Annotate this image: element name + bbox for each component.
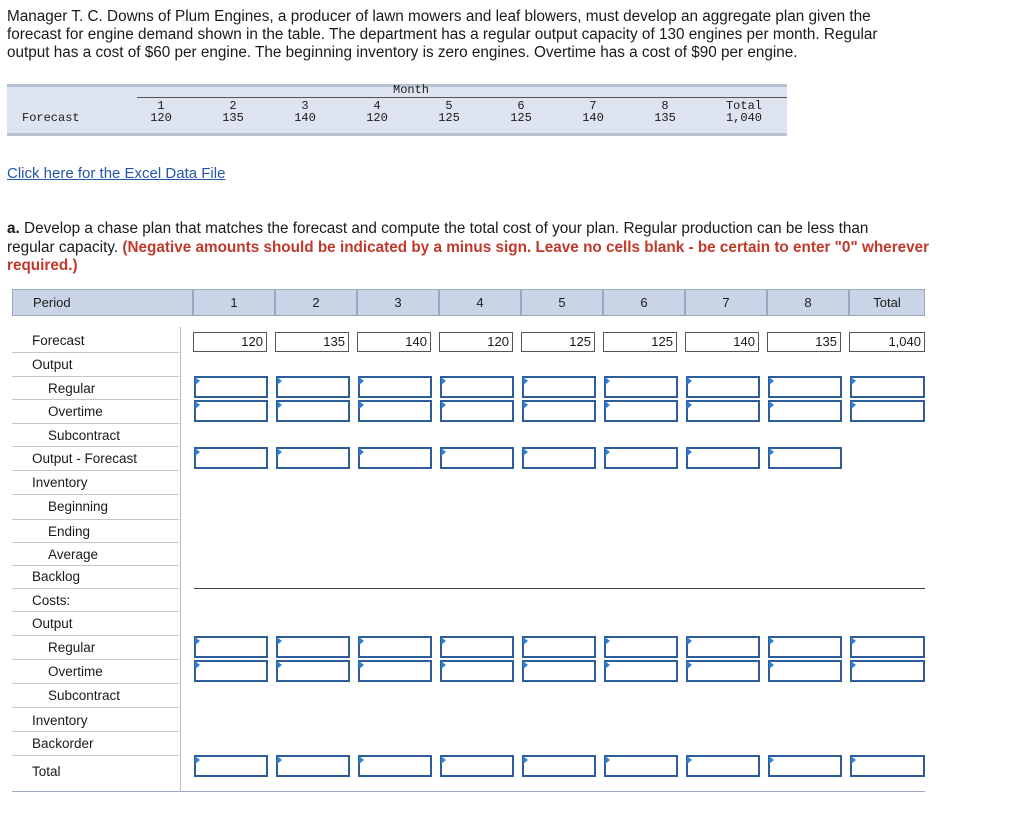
diff-input-p2[interactable]: [276, 447, 350, 469]
row-overtime: Overtime: [48, 404, 103, 419]
total-cost-input-p7[interactable]: [686, 755, 760, 777]
row-ending: Ending: [48, 524, 91, 539]
total-cost-input-p5[interactable]: [522, 755, 596, 777]
row-cost-inventory: Inventory: [32, 713, 88, 728]
question-a: [7, 220, 1007, 276]
cost-regular-input-p5[interactable]: [522, 636, 596, 658]
total-cost-input-p1[interactable]: [194, 755, 268, 777]
row-sep: [12, 376, 179, 377]
month-divider: [137, 97, 787, 98]
forecast-value: 140: [294, 111, 316, 125]
overtime-input-total[interactable]: [850, 400, 925, 422]
forecast-cell: 125: [603, 332, 677, 352]
forecast-value: 120: [366, 111, 388, 125]
question-line-1: Develop a chase plan that matches the forecast and compute the total cost of your plan. Regular production can be less than: [19, 220, 869, 237]
cost-regular-input-p1[interactable]: [194, 636, 268, 658]
grid-frame: [12, 289, 925, 792]
diff-input-p7[interactable]: [686, 447, 760, 469]
instruction-red-cont: required.): [7, 257, 78, 274]
regular-input-p5[interactable]: [522, 376, 596, 398]
row-sep: [12, 494, 179, 495]
total-cost-input-p2[interactable]: [276, 755, 350, 777]
forecast-total: 1,040: [725, 111, 762, 125]
intro-line-1: Manager T. C. Downs of Plum Engines, a producer of lawn mowers and leaf blowers, must develop an aggregate plan given the: [7, 8, 871, 25]
row-backlog: Backlog: [32, 569, 81, 584]
row-sep: [12, 470, 179, 471]
cost-regular-input-p2[interactable]: [276, 636, 350, 658]
row-forecast: Forecast: [32, 333, 85, 348]
label-divider: [180, 327, 181, 792]
month-col: 1: [157, 99, 165, 113]
regular-input-p6[interactable]: [604, 376, 678, 398]
cost-overtime-input-p1[interactable]: [194, 660, 268, 682]
cost-regular-input-p8[interactable]: [768, 636, 842, 658]
cost-overtime-input-p6[interactable]: [604, 660, 678, 682]
regular-input-p3[interactable]: [358, 376, 432, 398]
row-sep: [12, 659, 179, 660]
period-col: 5: [521, 289, 603, 316]
overtime-input-p1[interactable]: [194, 400, 268, 422]
regular-input-p7[interactable]: [686, 376, 760, 398]
month-col: 2: [229, 99, 237, 113]
cost-overtime-input-p3[interactable]: [358, 660, 432, 682]
row-cost-output: Output: [32, 616, 73, 631]
row-sep: [12, 755, 179, 756]
forecast-cell: 140: [685, 332, 759, 352]
cost-regular-input-p7[interactable]: [686, 636, 760, 658]
diff-input-p1[interactable]: [194, 447, 268, 469]
total-cost-input-total[interactable]: [850, 755, 925, 777]
row-sep: [12, 588, 179, 589]
row-sep: [12, 731, 179, 732]
total-cost-input-p4[interactable]: [440, 755, 514, 777]
overtime-input-p6[interactable]: [604, 400, 678, 422]
regular-input-p1[interactable]: [194, 376, 268, 398]
forecast-cell: 120: [439, 332, 513, 352]
diff-input-p3[interactable]: [358, 447, 432, 469]
cost-overtime-input-p4[interactable]: [440, 660, 514, 682]
row-inventory: Inventory: [32, 475, 88, 490]
cost-regular-input-p3[interactable]: [358, 636, 432, 658]
forecast-value: 135: [222, 111, 244, 125]
problem-statement: [7, 8, 1007, 62]
row-sep: [12, 423, 179, 424]
forecast-cell: 135: [767, 332, 841, 352]
excel-data-link[interactable]: Click here for the Excel Data File: [7, 165, 226, 182]
row-sep: [12, 707, 179, 708]
row-beginning: Beginning: [48, 499, 109, 514]
period-col: 4: [439, 289, 521, 316]
row-sep: [12, 352, 179, 353]
diff-input-p4[interactable]: [440, 447, 514, 469]
regular-input-total[interactable]: [850, 376, 925, 398]
row-cost-subcontract: Subcontract: [48, 688, 121, 703]
question-line-2: regular capacity.: [7, 238, 123, 256]
cost-overtime-input-p2[interactable]: [276, 660, 350, 682]
diff-input-p6[interactable]: [604, 447, 678, 469]
row-cost-total: Total: [32, 764, 61, 779]
row-output: Output: [32, 357, 73, 372]
period-col: 1: [193, 289, 275, 316]
table-band-bottom: [7, 133, 787, 136]
month-header: Month: [393, 83, 430, 97]
regular-input-p4[interactable]: [440, 376, 514, 398]
diff-input-p8[interactable]: [768, 447, 842, 469]
period-header: Period: [12, 289, 193, 316]
instruction-red: (Negative amounts should be indicated by a minus sign. Leave no cells blank - be certain to enter "0" wherever: [122, 238, 930, 256]
period-col: 6: [603, 289, 685, 316]
forecast-total-cell: 1,040: [849, 332, 925, 352]
month-col: 7: [589, 99, 597, 113]
diff-input-p5[interactable]: [522, 447, 596, 469]
row-output-forecast: Output - Forecast: [32, 451, 138, 466]
forecast-cell: 125: [521, 332, 595, 352]
row-sep: [12, 519, 179, 520]
overtime-input-p2[interactable]: [276, 400, 350, 422]
intro-line-2: forecast for engine demand shown in the table. The department has a regular output capacity of 130 engines per month. Regular: [7, 26, 878, 43]
row-cost-overtime: Overtime: [48, 664, 103, 679]
forecast-value: 120: [150, 111, 172, 125]
period-col: 3: [357, 289, 439, 316]
backlog-divider: [194, 588, 925, 589]
row-cost-backorder: Backorder: [32, 736, 94, 751]
row-subcontract: Subcontract: [48, 428, 121, 443]
month-col: 6: [517, 99, 525, 113]
total-cost-input-p8[interactable]: [768, 755, 842, 777]
cost-overtime-input-total[interactable]: [850, 660, 925, 682]
row-costs: Costs:: [32, 593, 71, 608]
month-col: 8: [661, 99, 669, 113]
forecast-value: 135: [654, 111, 676, 125]
forecast-row-label: Forecast: [22, 111, 80, 125]
row-cost-regular: Regular: [48, 640, 96, 655]
forecast-cell: 135: [275, 332, 349, 352]
cost-overtime-input-p5[interactable]: [522, 660, 596, 682]
cost-overtime-input-p7[interactable]: [686, 660, 760, 682]
row-sep: [12, 399, 179, 400]
period-col: 2: [275, 289, 357, 316]
forecast-table: [7, 84, 787, 136]
row-regular: Regular: [48, 381, 96, 396]
month-col: 3: [301, 99, 309, 113]
row-sep: [12, 446, 179, 447]
cost-regular-input-p4[interactable]: [440, 636, 514, 658]
total-col: Total: [849, 289, 925, 316]
row-average: Average: [48, 547, 99, 562]
forecast-cell: 140: [357, 332, 431, 352]
cost-regular-input-p6[interactable]: [604, 636, 678, 658]
cost-overtime-input-p8[interactable]: [768, 660, 842, 682]
question-letter: a.: [7, 220, 20, 237]
chase-plan-grid: [12, 289, 925, 792]
overtime-input-p7[interactable]: [686, 400, 760, 422]
regular-input-p2[interactable]: [276, 376, 350, 398]
row-sep: [12, 635, 179, 636]
row-sep: [12, 683, 179, 684]
total-cost-input-p3[interactable]: [358, 755, 432, 777]
total-col: Total: [725, 99, 762, 113]
row-sep: [12, 611, 179, 612]
cost-regular-input-total[interactable]: [850, 636, 925, 658]
overtime-input-p5[interactable]: [522, 400, 596, 422]
month-col: 4: [373, 99, 381, 113]
overtime-input-p8[interactable]: [768, 400, 842, 422]
intro-line-3: output has a cost of $60 per engine. The beginning inventory is zero engines. Overtime has a cost of $90 per engine.: [7, 44, 798, 61]
forecast-cell: 120: [193, 332, 267, 352]
forecast-value: 125: [510, 111, 532, 125]
row-sep: [12, 542, 179, 543]
regular-input-p8[interactable]: [768, 376, 842, 398]
month-col: 5: [445, 99, 453, 113]
forecast-value: 125: [438, 111, 460, 125]
period-col: 8: [767, 289, 849, 316]
forecast-value: 140: [582, 111, 604, 125]
row-sep: [12, 565, 179, 566]
total-cost-input-p6[interactable]: [604, 755, 678, 777]
overtime-input-p4[interactable]: [440, 400, 514, 422]
overtime-input-p3[interactable]: [358, 400, 432, 422]
period-col: 7: [685, 289, 767, 316]
